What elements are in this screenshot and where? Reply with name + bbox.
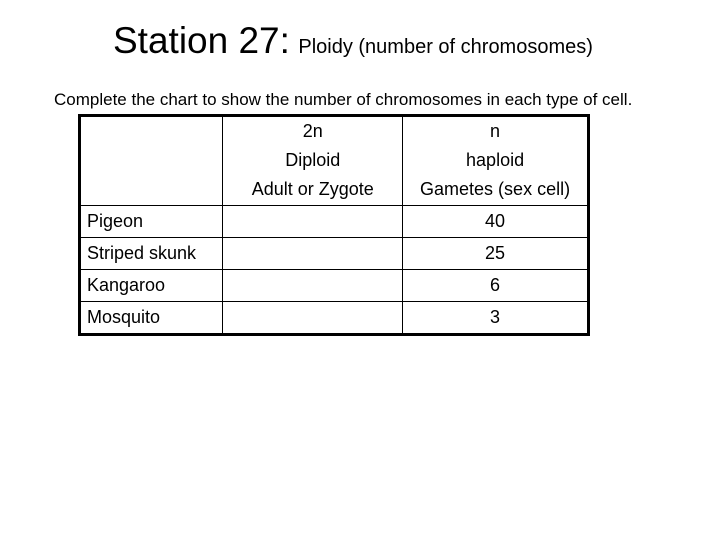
diploid-value-cell[interactable] <box>223 302 403 335</box>
header-haploid-symbol: n <box>490 121 501 141</box>
header-haploid-desc: Gametes (sex cell) <box>420 179 571 199</box>
table-row <box>80 206 589 238</box>
animal-name-cell: Striped skunk <box>80 238 223 270</box>
header-haploid-name: haploid <box>466 150 525 170</box>
instructions-text: Complete the chart to show the number of chromosomes in each type of cell. <box>54 90 633 109</box>
diploid-value-cell[interactable] <box>223 206 403 238</box>
haploid-value-cell: 3 <box>403 302 589 335</box>
animal-name-cell: Mosquito <box>80 302 223 335</box>
header-diploid-symbol: 2n <box>302 121 323 141</box>
ploidy-table <box>78 114 590 336</box>
title-main: Station 27: <box>113 20 290 61</box>
animal-name-cell: Pigeon <box>80 206 223 238</box>
haploid-value-cell: 25 <box>403 238 589 270</box>
table-row <box>80 270 589 302</box>
haploid-value-cell: 6 <box>403 270 589 302</box>
haploid-value-cell: 40 <box>403 206 589 238</box>
header-haploid-cell <box>403 116 589 206</box>
diploid-value-cell[interactable] <box>223 270 403 302</box>
header-diploid-cell <box>223 116 403 206</box>
diploid-value-cell[interactable] <box>223 238 403 270</box>
title-subtitle: Ploidy (number of chromosomes) <box>298 36 593 58</box>
table-header-row <box>80 116 589 206</box>
slide-title <box>113 22 593 59</box>
table-row <box>80 302 589 335</box>
animal-name-cell: Kangaroo <box>80 270 223 302</box>
table-row <box>80 238 589 270</box>
header-empty-cell <box>80 116 223 206</box>
header-diploid-name: Diploid <box>285 150 341 170</box>
header-diploid-desc: Adult or Zygote <box>251 179 374 199</box>
